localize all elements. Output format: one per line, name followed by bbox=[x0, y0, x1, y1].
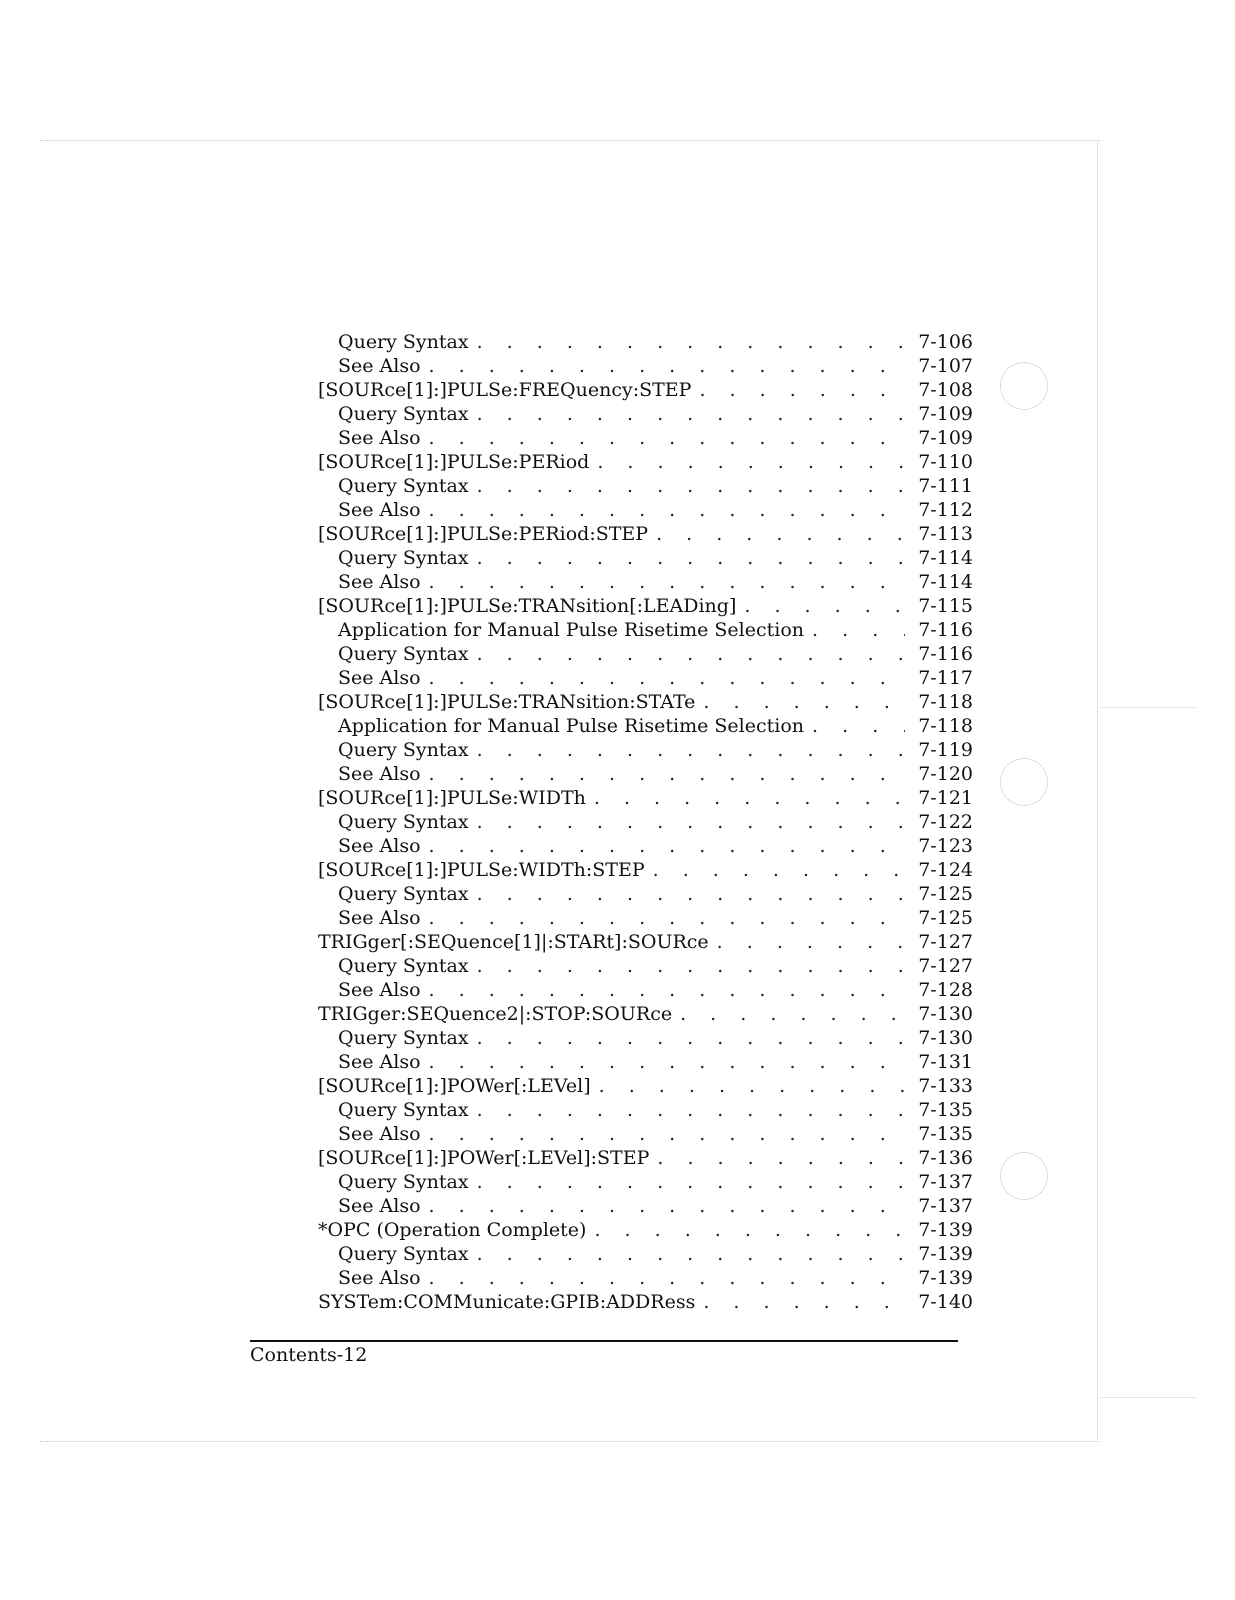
toc-entry-page: 7-118 bbox=[918, 691, 973, 713]
toc-entry-page: 7-122 bbox=[918, 811, 973, 833]
toc-dot-leader bbox=[477, 1026, 905, 1050]
toc-entry-page: 7-139 bbox=[918, 1267, 973, 1289]
toc-entry-page: 7-114 bbox=[918, 571, 973, 593]
toc-entry-title: Query Syntax bbox=[338, 883, 469, 905]
toc-dot-leader bbox=[812, 714, 905, 738]
toc-entry-title: [SOURce[1]:]POWer[:LEVel] bbox=[318, 1075, 591, 1097]
toc-entry-page: 7-117 bbox=[918, 667, 973, 689]
toc-dot-leader bbox=[657, 1146, 905, 1170]
toc-entry[interactable] bbox=[318, 402, 973, 426]
toc-entry[interactable] bbox=[318, 1098, 973, 1122]
toc-entry-page: 7-116 bbox=[918, 619, 973, 641]
toc-entry-title: Query Syntax bbox=[338, 475, 469, 497]
toc-entry-title: See Also bbox=[338, 355, 421, 377]
toc-dot-leader bbox=[429, 762, 905, 786]
toc-entry-title: See Also bbox=[338, 1267, 421, 1289]
toc-entry-title: See Also bbox=[338, 667, 421, 689]
toc-entry-page: 7-128 bbox=[918, 979, 973, 1001]
toc-entry-page: 7-113 bbox=[918, 523, 973, 545]
footer-rule bbox=[250, 1340, 958, 1342]
toc-entry-title: Query Syntax bbox=[338, 643, 469, 665]
toc-entry-title: [SOURce[1]:]PULSe:WIDTh bbox=[318, 787, 586, 809]
toc-entry[interactable] bbox=[318, 1242, 973, 1266]
toc-entry[interactable] bbox=[318, 546, 973, 570]
toc-entry[interactable] bbox=[318, 498, 973, 522]
toc-dot-leader bbox=[429, 354, 905, 378]
toc-entry[interactable] bbox=[318, 330, 973, 354]
toc-dot-leader bbox=[429, 1122, 905, 1146]
toc-entry[interactable] bbox=[318, 762, 973, 786]
toc-entry[interactable] bbox=[318, 858, 973, 882]
toc-entry[interactable] bbox=[318, 1290, 973, 1314]
toc-entry-title: Application for Manual Pulse Risetime Selection bbox=[338, 619, 805, 641]
toc-dot-leader bbox=[597, 450, 905, 474]
toc-dot-leader bbox=[656, 522, 905, 546]
toc-entry-page: 7-125 bbox=[918, 883, 973, 905]
toc-entry-title: Application for Manual Pulse Risetime Selection bbox=[338, 715, 805, 737]
tab-mark bbox=[1100, 707, 1195, 708]
toc-entry-title: Query Syntax bbox=[338, 331, 469, 353]
toc-entry-page: 7-125 bbox=[918, 907, 973, 929]
toc-dot-leader bbox=[812, 618, 905, 642]
toc-entry-title: Query Syntax bbox=[338, 955, 469, 977]
toc-dot-leader bbox=[477, 474, 905, 498]
toc-entry[interactable] bbox=[318, 570, 973, 594]
tab-mark bbox=[1100, 1397, 1195, 1398]
toc-entry[interactable] bbox=[318, 978, 973, 1002]
toc-dot-leader bbox=[477, 738, 905, 762]
toc-dot-leader bbox=[429, 570, 905, 594]
toc-dot-leader bbox=[477, 882, 905, 906]
toc-entry-title: *OPC (Operation Complete) bbox=[318, 1219, 587, 1241]
toc-entry-title: See Also bbox=[338, 907, 421, 929]
toc-entry[interactable] bbox=[318, 1170, 973, 1194]
toc-dot-leader bbox=[477, 546, 905, 570]
toc-entry-title: See Also bbox=[338, 1195, 421, 1217]
toc-entry[interactable] bbox=[318, 426, 973, 450]
toc-dot-leader bbox=[477, 1242, 905, 1266]
toc-entry-title: Query Syntax bbox=[338, 403, 469, 425]
binder-hole bbox=[1000, 362, 1048, 410]
toc-entry-page: 7-127 bbox=[918, 931, 973, 953]
toc-entry-title: SYSTem:COMMunicate:GPIB:ADDRess bbox=[318, 1291, 696, 1313]
toc-dot-leader bbox=[477, 810, 905, 834]
toc-dot-leader bbox=[717, 930, 905, 954]
toc-dot-leader bbox=[477, 954, 905, 978]
toc-entry-title: [SOURce[1]:]PULSe:TRANsition:STATe bbox=[318, 691, 696, 713]
toc-entry[interactable] bbox=[318, 642, 973, 666]
toc-entry-page: 7-109 bbox=[918, 427, 973, 449]
toc-entry[interactable] bbox=[318, 1146, 973, 1170]
toc-entry-page: 7-108 bbox=[918, 379, 973, 401]
toc-dot-leader bbox=[429, 834, 905, 858]
toc-entry-title: See Also bbox=[338, 571, 421, 593]
toc-dot-leader bbox=[429, 1050, 905, 1074]
toc-dot-leader bbox=[429, 906, 905, 930]
toc-entry-page: 7-135 bbox=[918, 1099, 973, 1121]
toc-entry-title: See Also bbox=[338, 979, 421, 1001]
toc-entry[interactable] bbox=[318, 1002, 973, 1026]
toc-entry-page: 7-119 bbox=[918, 739, 973, 761]
toc-dot-leader bbox=[429, 1194, 905, 1218]
toc-dot-leader bbox=[477, 642, 905, 666]
toc-entry[interactable] bbox=[318, 714, 973, 738]
toc-entry[interactable] bbox=[318, 354, 973, 378]
toc-entry-page: 7-130 bbox=[918, 1003, 973, 1025]
toc-dot-leader bbox=[477, 402, 905, 426]
toc-entry[interactable] bbox=[318, 786, 973, 810]
toc-entry[interactable] bbox=[318, 690, 973, 714]
toc-entry-page: 7-109 bbox=[918, 403, 973, 425]
toc-dot-leader bbox=[429, 1266, 905, 1290]
toc-entry-page: 7-111 bbox=[918, 475, 973, 497]
toc-entry-page: 7-130 bbox=[918, 1027, 973, 1049]
toc-dot-leader bbox=[594, 1218, 905, 1242]
toc-entry-page: 7-131 bbox=[918, 1051, 973, 1073]
toc-entry-title: See Also bbox=[338, 1051, 421, 1073]
toc-entry-page: 7-137 bbox=[918, 1171, 973, 1193]
toc-entry-page: 7-107 bbox=[918, 355, 973, 377]
toc-entry[interactable] bbox=[318, 1122, 973, 1146]
toc-entry[interactable] bbox=[318, 930, 973, 954]
toc-dot-leader bbox=[680, 1002, 905, 1026]
toc-entry-page: 7-114 bbox=[918, 547, 973, 569]
toc-entry-title: [SOURce[1]:]PULSe:PERiod:STEP bbox=[318, 523, 649, 545]
binder-hole bbox=[1000, 1152, 1048, 1200]
footer-page-label: Contents-12 bbox=[250, 1344, 368, 1366]
toc-entry-title: Query Syntax bbox=[338, 1027, 469, 1049]
toc-entry-page: 7-135 bbox=[918, 1123, 973, 1145]
toc-entry-title: Query Syntax bbox=[338, 1099, 469, 1121]
toc-dot-leader bbox=[653, 858, 905, 882]
toc-entry-page: 7-127 bbox=[918, 955, 973, 977]
toc-entry-page: 7-139 bbox=[918, 1243, 973, 1265]
toc-entry-page: 7-106 bbox=[918, 331, 973, 353]
toc-entry[interactable] bbox=[318, 450, 973, 474]
toc-entry[interactable] bbox=[318, 1050, 973, 1074]
toc-entry-title: Query Syntax bbox=[338, 1243, 469, 1265]
toc-dot-leader bbox=[477, 1170, 905, 1194]
toc-dot-leader bbox=[599, 1074, 905, 1098]
toc-dot-leader bbox=[594, 786, 905, 810]
toc-entry-title: Query Syntax bbox=[338, 811, 469, 833]
toc-entry[interactable] bbox=[318, 1074, 973, 1098]
toc-entry[interactable] bbox=[318, 954, 973, 978]
toc-dot-leader bbox=[429, 498, 905, 522]
toc-entry[interactable] bbox=[318, 834, 973, 858]
page-edge-bottom bbox=[40, 1441, 1100, 1442]
toc-entry-page: 7-110 bbox=[918, 451, 973, 473]
toc-entry-title: [SOURce[1]:]PULSe:WIDTh:STEP bbox=[318, 859, 645, 881]
toc-entry-page: 7-133 bbox=[918, 1075, 973, 1097]
toc-entry[interactable] bbox=[318, 522, 973, 546]
toc-entry[interactable] bbox=[318, 378, 973, 402]
toc-entry-page: 7-140 bbox=[918, 1291, 973, 1313]
toc-entry-page: 7-118 bbox=[918, 715, 973, 737]
toc-entry[interactable] bbox=[318, 618, 973, 642]
toc-entry-page: 7-116 bbox=[918, 643, 973, 665]
toc-dot-leader bbox=[744, 594, 905, 618]
toc-entry-title: TRIGger:SEQuence2|:STOP:SOURce bbox=[318, 1003, 673, 1025]
toc-entry[interactable] bbox=[318, 1026, 973, 1050]
toc-entry[interactable] bbox=[318, 1218, 973, 1242]
toc-dot-leader bbox=[429, 666, 905, 690]
toc-entry-title: [SOURce[1]:]POWer[:LEVel]:STEP bbox=[318, 1147, 650, 1169]
toc-entry-title: See Also bbox=[338, 1123, 421, 1145]
toc-entry[interactable] bbox=[318, 1194, 973, 1218]
toc-entry-page: 7-136 bbox=[918, 1147, 973, 1169]
toc-entry-page: 7-120 bbox=[918, 763, 973, 785]
toc-dot-leader bbox=[703, 1290, 905, 1314]
toc-dot-leader bbox=[703, 690, 905, 714]
binder-hole bbox=[1000, 758, 1048, 806]
toc-entry-page: 7-137 bbox=[918, 1195, 973, 1217]
toc-entry-title: Query Syntax bbox=[338, 739, 469, 761]
toc-entry[interactable] bbox=[318, 738, 973, 762]
toc-dot-leader bbox=[429, 426, 905, 450]
toc-dot-leader bbox=[429, 978, 905, 1002]
table-of-contents bbox=[318, 330, 973, 1314]
toc-entry-title: See Also bbox=[338, 763, 421, 785]
toc-entry[interactable] bbox=[318, 906, 973, 930]
toc-entry[interactable] bbox=[318, 882, 973, 906]
toc-entry-title: TRIGger[:SEQuence[1]|:STARt]:SOURce bbox=[318, 931, 709, 953]
toc-entry[interactable] bbox=[318, 474, 973, 498]
toc-entry-title: Query Syntax bbox=[338, 547, 469, 569]
toc-dot-leader bbox=[477, 1098, 905, 1122]
toc-entry-page: 7-121 bbox=[918, 787, 973, 809]
toc-entry-title: See Also bbox=[338, 835, 421, 857]
toc-entry[interactable] bbox=[318, 666, 973, 690]
toc-entry-title: [SOURce[1]:]PULSe:TRANsition[:LEADing] bbox=[318, 595, 737, 617]
toc-dot-leader bbox=[699, 378, 905, 402]
toc-entry-title: [SOURce[1]:]PULSe:PERiod bbox=[318, 451, 590, 473]
toc-entry-page: 7-115 bbox=[918, 595, 973, 617]
toc-entry[interactable] bbox=[318, 810, 973, 834]
page-edge-right bbox=[1097, 140, 1098, 1442]
toc-entry[interactable] bbox=[318, 1266, 973, 1290]
toc-entry-title: See Also bbox=[338, 427, 421, 449]
toc-entry-title: See Also bbox=[338, 499, 421, 521]
toc-entry-title: Query Syntax bbox=[338, 1171, 469, 1193]
toc-entry-page: 7-123 bbox=[918, 835, 973, 857]
toc-dot-leader bbox=[477, 330, 905, 354]
toc-entry-page: 7-124 bbox=[918, 859, 973, 881]
toc-entry-title: [SOURce[1]:]PULSe:FREQuency:STEP bbox=[318, 379, 692, 401]
toc-entry-page: 7-139 bbox=[918, 1219, 973, 1241]
toc-entry-page: 7-112 bbox=[918, 499, 973, 521]
page-edge-top bbox=[40, 140, 1100, 141]
toc-entry[interactable] bbox=[318, 594, 973, 618]
